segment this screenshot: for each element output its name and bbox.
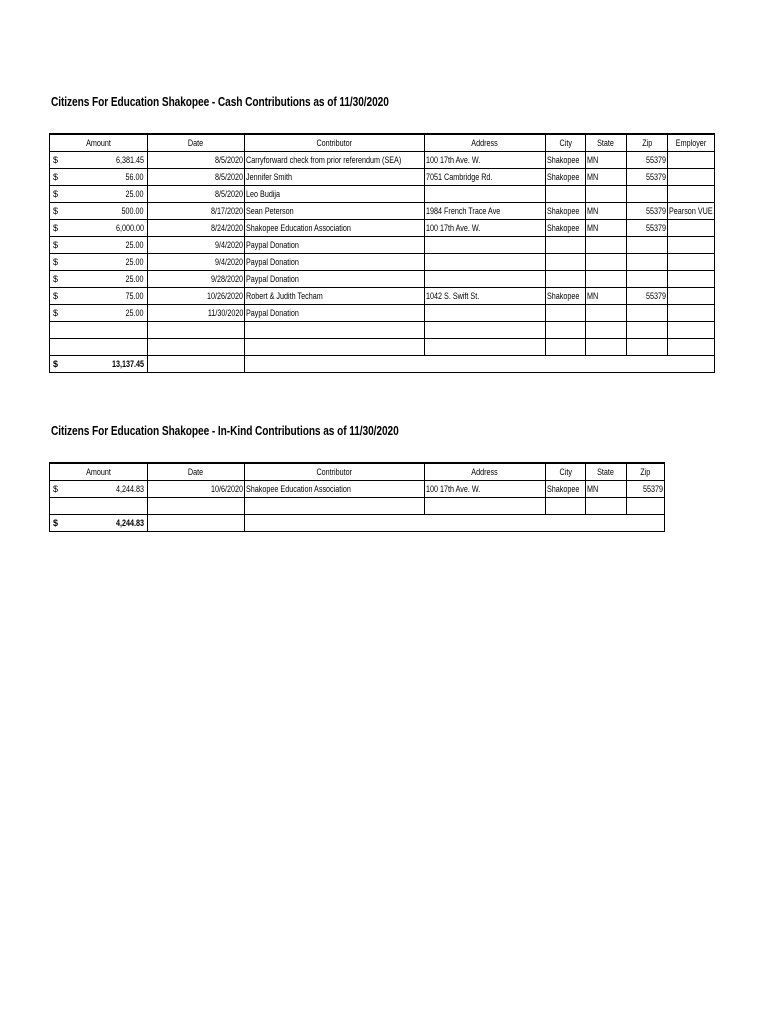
table-header-row xyxy=(50,463,665,481)
column-header-employer: Employer xyxy=(668,134,715,152)
empty-cell xyxy=(148,515,245,532)
zip-text: 55379 xyxy=(645,291,666,301)
state-cell xyxy=(586,305,627,322)
currency-symbol: $ xyxy=(53,206,59,216)
date-text: 8/17/2020 xyxy=(210,206,243,216)
employer-cell xyxy=(668,186,715,203)
date-cell xyxy=(148,186,245,203)
table-row xyxy=(50,169,715,186)
currency-symbol: $ xyxy=(53,240,59,250)
zip-cell xyxy=(627,186,668,203)
column-header-date: Date xyxy=(148,463,245,481)
state-cell xyxy=(586,203,627,220)
amount-value: 25.00 xyxy=(125,274,144,284)
total-amount-cell xyxy=(50,515,148,532)
date-cell xyxy=(148,237,245,254)
contributor-text: Paypal Donation xyxy=(246,274,299,284)
empty-cell xyxy=(245,339,425,356)
city-cell xyxy=(546,152,586,169)
date-text: 9/4/2020 xyxy=(214,240,243,250)
contributor-text: Paypal Donation xyxy=(246,257,299,267)
empty-cell xyxy=(546,339,586,356)
state-text: MN xyxy=(587,484,599,494)
date-cell xyxy=(148,169,245,186)
amount-value: 25.00 xyxy=(125,257,144,267)
zip-cell xyxy=(627,220,668,237)
column-header-address: Address xyxy=(425,463,546,481)
empty-cell xyxy=(627,339,668,356)
total-amount-value: 13,137.45 xyxy=(111,359,144,369)
column-header-city: City xyxy=(546,463,586,481)
address-cell xyxy=(425,237,546,254)
contributor-text: Robert & Judith Techam xyxy=(246,291,323,301)
empty-cell xyxy=(245,515,665,532)
contributor-cell xyxy=(245,254,425,271)
empty-cell xyxy=(586,339,627,356)
state-cell xyxy=(586,237,627,254)
table-row xyxy=(50,288,715,305)
city-text: Shakopee xyxy=(547,484,580,494)
column-header-zip: Zip xyxy=(627,134,668,152)
empty-cell xyxy=(627,322,668,339)
state-cell xyxy=(586,169,627,186)
contributor-text: Jennifer Smith xyxy=(246,172,293,182)
state-text: MN xyxy=(587,223,599,233)
date-text: 8/24/2020 xyxy=(210,223,243,233)
state-cell xyxy=(586,271,627,288)
inkind-contributions-title: Citizens For Education Shakopee - In-Kind Contributions as of 11/30/2020 xyxy=(51,423,399,438)
address-text: 100 17th Ave. W. xyxy=(426,155,481,165)
date-cell xyxy=(148,271,245,288)
zip-cell xyxy=(627,169,668,186)
city-cell xyxy=(546,237,586,254)
contributor-cell xyxy=(245,169,425,186)
column-header-state: State xyxy=(586,463,627,481)
amount-cell xyxy=(50,271,148,288)
column-header-date: Date xyxy=(148,134,245,152)
employer-cell xyxy=(668,237,715,254)
table-row xyxy=(50,186,715,203)
city-cell xyxy=(546,288,586,305)
zip-text: 55379 xyxy=(645,206,666,216)
zip-text: 55379 xyxy=(645,172,666,182)
contributor-text: Paypal Donation xyxy=(246,240,299,250)
amount-value: 25.00 xyxy=(125,189,144,199)
empty-cell xyxy=(245,322,425,339)
empty-cell xyxy=(668,322,715,339)
date-text: 10/6/2020 xyxy=(210,484,243,494)
contributor-text: Sean Peterson xyxy=(246,206,294,216)
city-cell xyxy=(546,186,586,203)
city-cell xyxy=(546,254,586,271)
address-text: 1984 French Trace Ave xyxy=(426,206,501,216)
zip-cell xyxy=(627,203,668,220)
currency-symbol: $ xyxy=(53,257,59,267)
table-row xyxy=(50,481,665,498)
contributor-text: Carryforward check from prior referendum (SEA) xyxy=(246,155,402,165)
column-header-zip: Zip xyxy=(627,463,665,481)
date-cell xyxy=(148,288,245,305)
address-cell xyxy=(425,169,546,186)
date-text: 11/30/2020 xyxy=(207,308,243,318)
date-text: 9/28/2020 xyxy=(210,274,243,284)
total-row xyxy=(50,356,715,373)
amount-value: 6,381.45 xyxy=(115,155,144,165)
state-text: MN xyxy=(587,206,599,216)
address-cell xyxy=(425,152,546,169)
empty-cell xyxy=(50,322,148,339)
amount-value: 500.00 xyxy=(121,206,144,216)
employer-cell xyxy=(668,305,715,322)
amount-value: 25.00 xyxy=(125,308,144,318)
zip-text: 55379 xyxy=(645,223,666,233)
column-header-contributor: Contributor xyxy=(245,134,425,152)
empty-cell xyxy=(586,322,627,339)
address-cell xyxy=(425,254,546,271)
address-cell xyxy=(425,305,546,322)
table-row xyxy=(50,203,715,220)
amount-cell xyxy=(50,186,148,203)
state-cell xyxy=(586,152,627,169)
amount-value: 56.00 xyxy=(125,172,144,182)
date-cell xyxy=(148,203,245,220)
currency-symbol: $ xyxy=(53,189,59,199)
city-cell xyxy=(546,271,586,288)
contributor-cell xyxy=(245,481,425,498)
address-text: 100 17th Ave. W. xyxy=(426,223,481,233)
amount-value: 6,000.00 xyxy=(115,223,144,233)
inkind-contributions-table xyxy=(49,462,665,532)
empty-cell xyxy=(148,322,245,339)
empty-cell xyxy=(50,498,148,515)
empty-cell xyxy=(425,339,546,356)
total-amount-value: 4,244.83 xyxy=(115,518,144,528)
city-cell xyxy=(546,305,586,322)
employer-cell xyxy=(668,288,715,305)
state-cell xyxy=(586,186,627,203)
zip-text: 55379 xyxy=(642,484,663,494)
amount-cell xyxy=(50,288,148,305)
currency-symbol: $ xyxy=(53,172,59,182)
employer-cell xyxy=(668,220,715,237)
employer-cell xyxy=(668,169,715,186)
zip-cell xyxy=(627,288,668,305)
currency-symbol: $ xyxy=(53,274,59,284)
cash-contributions-table xyxy=(49,133,715,373)
contributor-cell xyxy=(245,152,425,169)
total-amount-cell xyxy=(50,356,148,373)
zip-cell xyxy=(627,254,668,271)
contributor-cell xyxy=(245,271,425,288)
empty-cell xyxy=(245,498,425,515)
currency-symbol: $ xyxy=(53,223,59,233)
address-text: 100 17th Ave. W. xyxy=(426,484,481,494)
contributor-cell xyxy=(245,203,425,220)
column-header-state: State xyxy=(586,134,627,152)
empty-cell xyxy=(425,322,546,339)
address-cell xyxy=(425,271,546,288)
amount-cell xyxy=(50,152,148,169)
date-cell xyxy=(148,305,245,322)
city-cell xyxy=(546,203,586,220)
currency-symbol: $ xyxy=(53,308,59,318)
employer-text: Pearson VUE xyxy=(669,206,713,216)
contributor-cell xyxy=(245,186,425,203)
date-cell xyxy=(148,152,245,169)
empty-cell xyxy=(546,322,586,339)
contributor-text: Shakopee Education Association xyxy=(246,484,351,494)
zip-cell xyxy=(627,237,668,254)
city-text: Shakopee xyxy=(547,223,580,233)
address-cell xyxy=(425,186,546,203)
table-header-row xyxy=(50,134,715,152)
city-cell xyxy=(546,169,586,186)
contributor-cell xyxy=(245,220,425,237)
date-cell xyxy=(148,220,245,237)
empty-cell xyxy=(586,498,627,515)
empty-cell xyxy=(148,498,245,515)
column-header-amount: Amount xyxy=(50,463,148,481)
state-cell xyxy=(586,254,627,271)
total-row xyxy=(50,515,665,532)
city-text: Shakopee xyxy=(547,206,580,216)
currency-symbol: $ xyxy=(53,518,59,528)
table-row xyxy=(50,220,715,237)
address-cell xyxy=(425,220,546,237)
empty-cell xyxy=(546,498,586,515)
column-header-address: Address xyxy=(425,134,546,152)
amount-value: 4,244.83 xyxy=(115,484,144,494)
address-text: 7051 Cambridge Rd. xyxy=(426,172,493,182)
state-text: MN xyxy=(587,172,599,182)
address-cell xyxy=(425,481,546,498)
currency-symbol: $ xyxy=(53,155,59,165)
table-row xyxy=(50,271,715,288)
amount-cell xyxy=(50,254,148,271)
state-text: MN xyxy=(587,291,599,301)
empty-cell xyxy=(245,356,715,373)
amount-cell xyxy=(50,237,148,254)
empty-cell xyxy=(627,498,665,515)
currency-symbol: $ xyxy=(53,359,59,369)
currency-symbol: $ xyxy=(53,291,59,301)
employer-cell xyxy=(668,271,715,288)
empty-row xyxy=(50,339,715,356)
column-header-city: City xyxy=(546,134,586,152)
cash-contributions-title: Citizens For Education Shakopee - Cash Contributions as of 11/30/2020 xyxy=(51,94,389,109)
date-text: 8/5/2020 xyxy=(214,172,243,182)
state-cell xyxy=(586,481,627,498)
address-cell xyxy=(425,203,546,220)
contributor-cell xyxy=(245,237,425,254)
employer-cell xyxy=(668,203,715,220)
date-cell xyxy=(148,481,245,498)
currency-symbol: $ xyxy=(53,484,59,494)
zip-cell xyxy=(627,305,668,322)
amount-value: 25.00 xyxy=(125,240,144,250)
zip-cell xyxy=(627,481,665,498)
table-row xyxy=(50,237,715,254)
contributor-text: Paypal Donation xyxy=(246,308,299,318)
city-text: Shakopee xyxy=(547,291,580,301)
amount-cell xyxy=(50,481,148,498)
empty-cell xyxy=(148,339,245,356)
table-row xyxy=(50,305,715,322)
state-cell xyxy=(586,220,627,237)
contributor-text: Leo Budija xyxy=(246,189,281,199)
zip-cell xyxy=(627,152,668,169)
address-cell xyxy=(425,288,546,305)
empty-cell xyxy=(425,498,546,515)
amount-cell xyxy=(50,305,148,322)
table-row xyxy=(50,152,715,169)
amount-cell xyxy=(50,203,148,220)
empty-cell xyxy=(50,339,148,356)
table-row xyxy=(50,254,715,271)
zip-text: 55379 xyxy=(645,155,666,165)
date-text: 10/26/2020 xyxy=(206,291,243,301)
address-text: 1042 S. Swift St. xyxy=(426,291,480,301)
date-text: 8/5/2020 xyxy=(214,155,243,165)
city-cell xyxy=(546,220,586,237)
city-text: Shakopee xyxy=(547,172,580,182)
city-cell xyxy=(546,481,586,498)
contributor-cell xyxy=(245,288,425,305)
date-cell xyxy=(148,254,245,271)
amount-cell xyxy=(50,169,148,186)
zip-cell xyxy=(627,271,668,288)
empty-cell xyxy=(668,339,715,356)
state-text: MN xyxy=(587,155,599,165)
date-text: 9/4/2020 xyxy=(214,257,243,267)
empty-cell xyxy=(148,356,245,373)
amount-value: 75.00 xyxy=(125,291,144,301)
column-header-contributor: Contributor xyxy=(245,463,425,481)
contributor-cell xyxy=(245,305,425,322)
city-text: Shakopee xyxy=(547,155,580,165)
employer-cell xyxy=(668,254,715,271)
column-header-amount: Amount xyxy=(50,134,148,152)
state-cell xyxy=(586,288,627,305)
amount-cell xyxy=(50,220,148,237)
empty-row xyxy=(50,498,665,515)
date-text: 8/5/2020 xyxy=(214,189,243,199)
empty-row xyxy=(50,322,715,339)
contributor-text: Shakopee Education Association xyxy=(246,223,351,233)
employer-cell xyxy=(668,152,715,169)
